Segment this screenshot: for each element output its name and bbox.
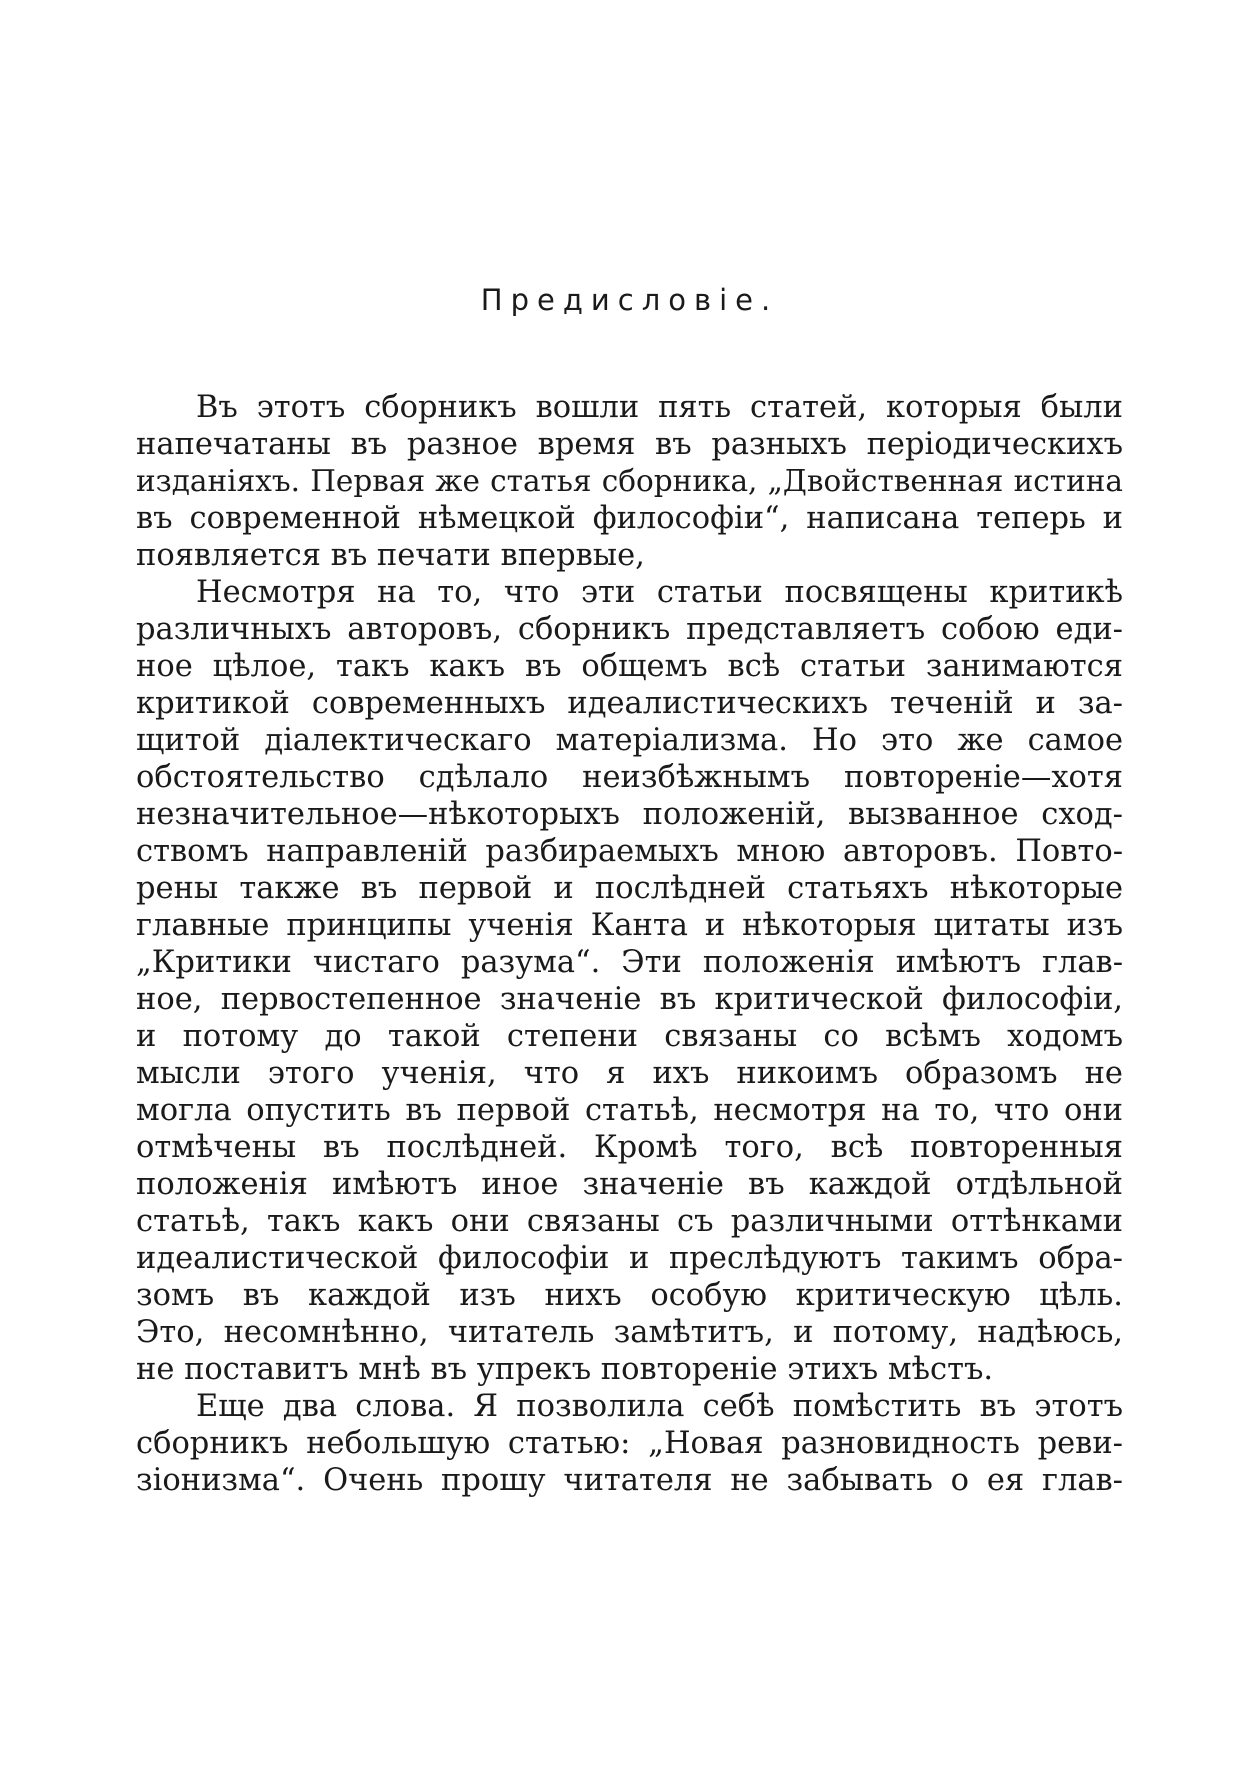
text-line: отмѣчены въ послѣдней. Кромѣ того, всѣ повторенныя xyxy=(136,1130,1123,1165)
text-line: появляется въ печати впервые, xyxy=(136,538,645,573)
text-line: „Критики чистаго разума“. Эти положенія имѣютъ глав- xyxy=(136,945,1123,980)
text-line: и потому до такой степени связаны со всѣмъ ходомъ xyxy=(136,1019,1123,1054)
body-text xyxy=(136,389,1123,1499)
text-line: Въ этотъ сборникъ вошли пять статей, которыя были xyxy=(196,390,1123,425)
paragraph-2 xyxy=(136,574,1123,1388)
paragraph-3 xyxy=(136,1388,1123,1499)
text-line: зомъ въ каждой изъ нихъ особую критическую цѣль. xyxy=(136,1278,1123,1313)
text-line: критикой современныхъ идеалистическихъ теченій и за- xyxy=(136,686,1123,721)
text-line: незначительное—нѣкоторыхъ положеній, вызванное сход- xyxy=(136,797,1123,832)
text-line: положенія имѣютъ иное значеніе въ каждой отдѣльной xyxy=(136,1167,1123,1202)
text-line: ное, первостепенное значеніе въ критической философіи, xyxy=(136,982,1123,1017)
text-line: ное цѣлое, такъ какъ въ общемъ всѣ статьи занимаются xyxy=(136,649,1123,684)
text-line: Еще два слова. Я позволила себѣ помѣстить въ этотъ xyxy=(196,1389,1123,1424)
text-line: сборникъ небольшую статью: „Новая разновидность реви- xyxy=(136,1426,1123,1461)
text-line: въ современной нѣмецкой философіи“, написана теперь и xyxy=(136,501,1123,536)
text-line: могла опустить въ первой статьѣ, несмотря на то, что они xyxy=(136,1093,1123,1128)
text-line: идеалистической философіи и преслѣдуютъ такимъ обра- xyxy=(136,1241,1123,1276)
page-title: Предисловіе. xyxy=(480,283,779,317)
text-line: напечатаны въ разное время въ разныхъ періодическихъ xyxy=(136,427,1123,462)
paragraph-1 xyxy=(136,389,1123,574)
text-line: не поставитъ мнѣ въ упрекъ повтореніе этихъ мѣстъ. xyxy=(136,1352,994,1387)
text-line: щитой діалектическаго матеріализма. Но это же самое xyxy=(136,723,1123,758)
text-line: ствомъ направленій разбираемыхъ мною авторовъ. Повто- xyxy=(136,834,1123,869)
text-line: рены также въ первой и послѣдней статьяхъ нѣкоторые xyxy=(136,871,1123,906)
text-line: статьѣ, такъ какъ они связаны съ различными оттѣнками xyxy=(136,1204,1123,1239)
text-line: мысли этого ученія, что я ихъ никоимъ образомъ не xyxy=(136,1056,1123,1091)
text-line: изданіяхъ. Первая же статья сборника, „Двойственная истина xyxy=(136,464,1123,498)
text-line: зіонизма“. Очень прошу читателя не забывать о ея глав- xyxy=(136,1463,1123,1498)
text-line: главные принципы ученія Канта и нѣкоторыя цитаты изъ xyxy=(136,908,1123,943)
text-line: обстоятельство сдѣлало неизбѣжнымъ повтореніе—хотя xyxy=(136,760,1123,795)
text-line: Это, несомнѣнно, читатель замѣтитъ, и потому, надѣюсь, xyxy=(136,1315,1123,1350)
text-line: различныхъ авторовъ, сборникъ представляетъ собою еди- xyxy=(136,612,1123,647)
text-line: Несмотря на то, что эти статьи посвящены критикѣ xyxy=(196,575,1123,610)
